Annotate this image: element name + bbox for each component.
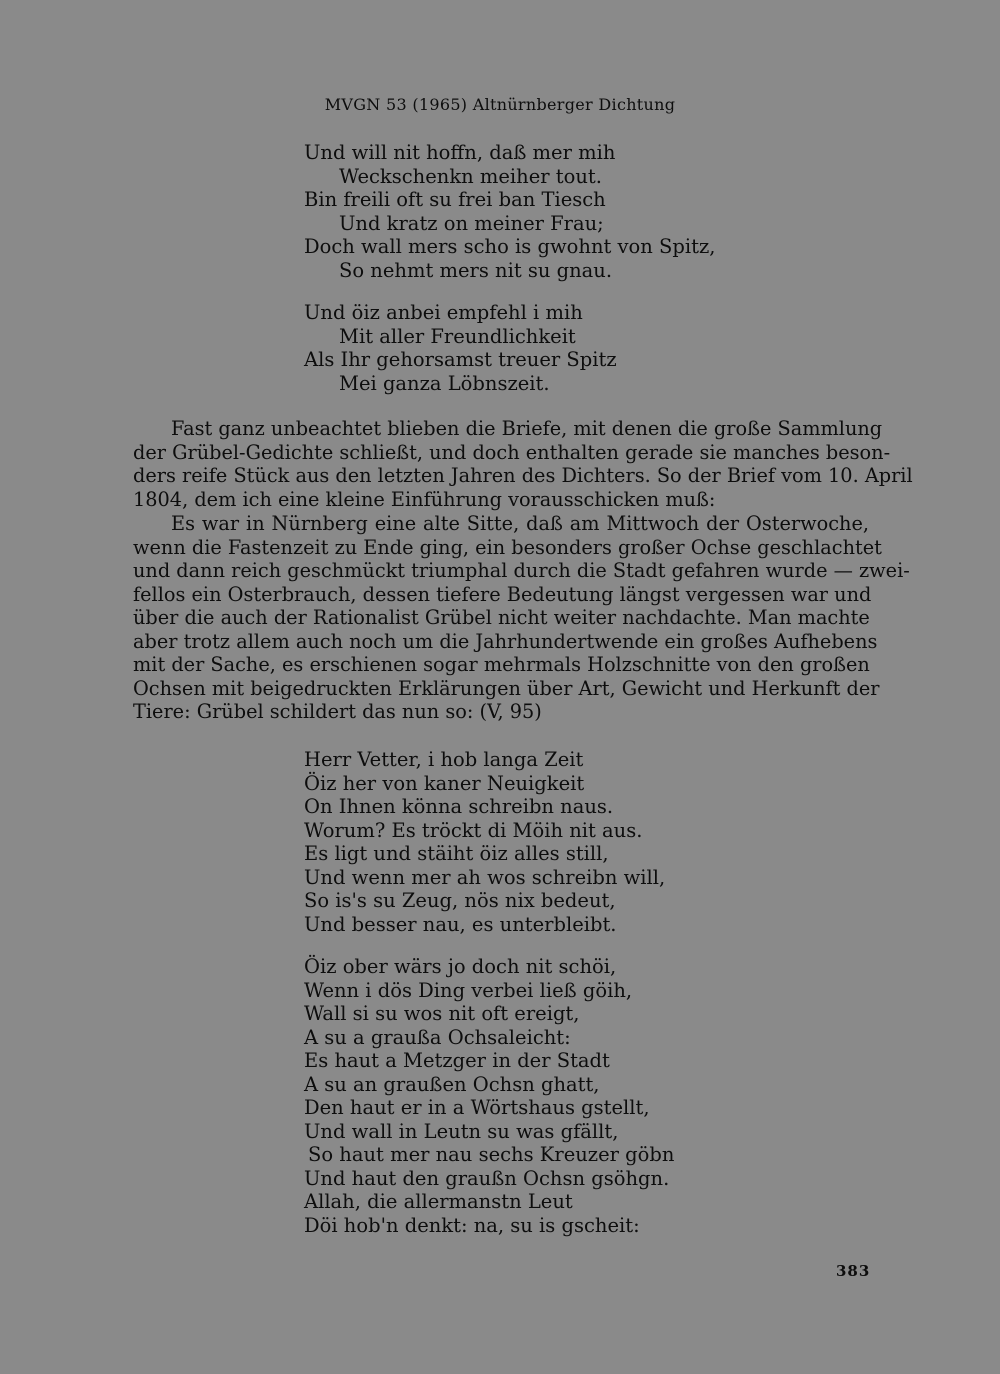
poem-stanza-1	[304, 141, 864, 282]
verse-line: Mit aller Freundlichkeit	[339, 324, 576, 348]
verse-line: Doch wall mers scho is gwohnt von Spitz,	[304, 235, 716, 258]
prose-line: mit der Sache, es erschienen sogar mehrmals Holzschnitte von den großen	[133, 653, 870, 676]
prose-line: Fast ganz unbeachtet blieben die Briefe, mit denen die große Sammlung	[171, 417, 883, 440]
verse-line: So haut mer nau sechs Kreuzer göbn	[308, 1143, 675, 1166]
verse-line: Und besser nau, es unterbleibt.	[304, 912, 617, 936]
prose-line: der Grübel-Gedichte schließt, und doch enthalten gerade sie manches beson-	[133, 440, 891, 464]
page-number: 383	[836, 1262, 871, 1280]
verse-line: Worum? Es tröckt di Möih nit aus.	[304, 818, 643, 842]
verse-line: Wenn i dös Ding verbei ließ göih,	[304, 978, 633, 1002]
prose-paragraph-1	[133, 417, 913, 511]
verse-line: Mei ganza Löbnszeit.	[339, 371, 550, 395]
verse-line: A su a graußa Ochsaleicht:	[304, 1025, 571, 1049]
poem-stanza-4	[304, 955, 864, 1237]
verse-line: So nehmt mers nit su gnau.	[339, 258, 613, 282]
running-header: MVGN 53 (1965) Altnürnberger Dichtung	[324, 95, 676, 114]
prose-line: und dann reich geschmückt triumphal durch die Stadt gefahren wurde — zwei-	[133, 559, 910, 582]
prose-line: über die auch der Rationalist Grübel nicht weiter nachdachte. Man machte	[133, 606, 870, 629]
prose-line: 1804, dem ich eine kleine Einführung vorausschicken muß:	[133, 487, 716, 511]
prose-line: Es war in Nürnberg eine alte Sitte, daß am Mittwoch der Osterwoche,	[171, 512, 869, 535]
verse-line: Und öiz anbei empfehl i mih	[304, 301, 583, 324]
verse-line: Den haut er in a Wörtshaus gstellt,	[304, 1096, 650, 1119]
verse-line: Öiz ober wärs jo doch nit schöi,	[304, 955, 617, 978]
verse-line: A su an graußen Ochsn ghatt,	[304, 1072, 600, 1096]
verse-line: Öiz her von kaner Neuigkeit	[304, 771, 585, 795]
verse-line: Herr Vetter, i hob langa Zeit	[304, 748, 584, 771]
verse-line: Es haut a Metzger in der Stadt	[304, 1049, 610, 1072]
poem-stanza-3	[304, 748, 864, 936]
prose-paragraph-2	[133, 512, 910, 724]
verse-line: Weckschenkn meiher tout.	[339, 164, 602, 188]
prose-line: aber trotz allem auch noch um die Jahrhundertwende ein großes Aufhebens	[133, 629, 878, 653]
verse-line: Und haut den graußn Ochsn gsöhgn.	[304, 1166, 670, 1190]
verse-line: Und will nit hoffn, daß mer mih	[304, 141, 616, 164]
verse-line: On Ihnen könna schreibn naus.	[304, 795, 614, 818]
verse-line: Und kratz on meiner Frau;	[339, 211, 604, 235]
prose-line: wenn die Fastenzeit zu Ende ging, ein besonders großer Ochse geschlachtet	[133, 535, 882, 559]
prose-line: Ochsen mit beigedruckten Erklärungen über Art, Gewicht und Herkunft der	[133, 676, 880, 700]
poem-stanza-2	[304, 301, 864, 395]
verse-line: So is's su Zeug, nös nix bedeut,	[304, 889, 616, 912]
verse-line: Und wall in Leutn su was gfällt,	[304, 1119, 619, 1143]
verse-line: Döi hob'n denkt: na, su is gscheit:	[304, 1213, 640, 1237]
prose-line: fellos ein Osterbrauch, dessen tiefere Bedeutung längst vergessen war und	[133, 582, 872, 606]
verse-line: Wall si su wos nit oft ereigt,	[304, 1002, 580, 1025]
verse-line: Als Ihr gehorsamst treuer Spitz	[304, 348, 617, 371]
verse-line: Bin freili oft su frei ban Tiesch	[304, 188, 606, 211]
verse-line: Allah, die allermanstn Leut	[304, 1190, 573, 1213]
verse-line: Und wenn mer ah wos schreibn will,	[304, 865, 666, 889]
prose-line: ders reife Stück aus den letzten Jahren des Dichters. So der Brief vom 10. April	[133, 464, 913, 487]
verse-line: Es ligt und stäiht öiz alles still,	[304, 842, 609, 865]
prose-line: Tiere: Grübel schildert das nun so: (V, 95)	[133, 700, 542, 723]
